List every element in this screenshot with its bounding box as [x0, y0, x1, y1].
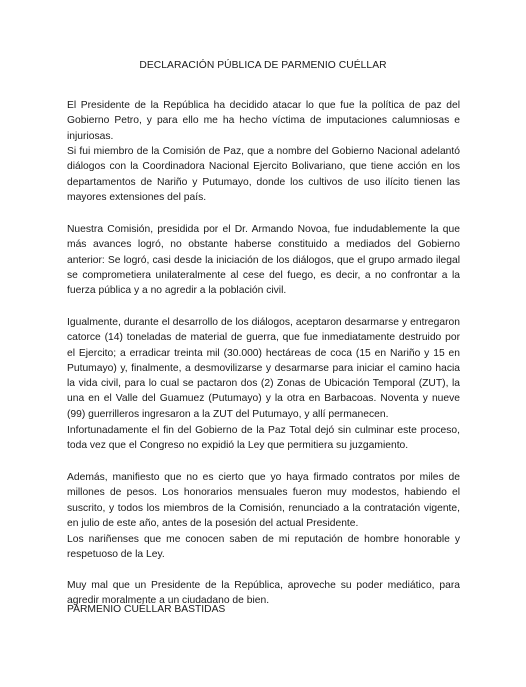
paragraph-text: Además, manifiesto que no es cierto que yo haya firmado contratos por miles de millones de pesos. Los honorarios mensuales fueron muy modestos, habiendo el suscrito, y todos los miembros de la Comisión, renunciado a la contratación vigente, en julio de este año, antes de la posesión del actual Presidente. — [67, 472, 460, 529]
signature: PARMENIO CUÉLLAR BASTIDAS — [67, 604, 226, 615]
paragraph-text: Nuestra Comisión, presidida por el Dr. Armando Novoa, fue indudablemente la que más avances logró, no obstante haberse constituido a mediados del Gobierno anterior: Se logró, casi desde la iniciación de los diálogos, que el grupo armado ilegal se comprometiera unilateralmente al cese del fuego, es decir, a no confrontar a la fuerza pública y a no agredir a la población civil. — [67, 224, 460, 297]
paragraph-text: Si fui miembro de la Comisión de Paz, que a nombre del Gobierno Nacional adelantó diálogos con la Coordinadora Nacional Ejercito Bolivariano, que tiene acción en los departamentos de Nariño y Putumayo, donde los cultivos de uso ilícito tienen las mayores extensiones del país. — [67, 146, 460, 203]
paragraph-text: Muy mal que un Presidente de la República, aproveche su poder mediático, para agredir moralmente a un ciudadano de bien. — [67, 580, 460, 607]
paragraph-text: Igualmente, durante el desarrollo de los diálogos, aceptaron desarmarse y entregaron catorce (14) toneladas de material de guerra, que fue inmediatamente destruido por el Ejercito; a erradicar treinta mil (30.000) hectáreas de coca (15 en Nariño y 15 en Putumayo) y, finalmente, a desmovilizarse y desarmarse para iniciar el camino hacia la vida civil, para lo cual se pactaron dos (2) Zonas de Ubicación Temporal (ZUT), la una en el Valle del Guamuez (Putumayo) y la otra en Barbacoas. Noventa y nueve (99) guerrilleros ingresaron a la ZUT del Putumayo, y allí permanecen. — [67, 317, 460, 420]
paragraph-5 — [67, 423, 460, 454]
document-title: DECLARACIÓN PÚBLICA DE PARMENIO CUÉLLAR — [139, 60, 387, 71]
paragraph-4 — [67, 315, 460, 422]
paragraph-1 — [67, 98, 460, 144]
paragraph-text: El Presidente de la República ha decidido atacar lo que fue la política de paz del Gobierno Petro, y para ello me ha hecho víctima de imputaciones calumniosas e injuriosas. — [67, 100, 460, 142]
paragraph-6 — [67, 470, 460, 531]
paragraph-text: Infortunadamente el fin del Gobierno de la Paz Total dejó sin culminar este proceso, toda vez que el Congreso no expidió la Ley que permitiera su juzgamiento. — [67, 425, 460, 452]
paragraph-3 — [67, 222, 460, 298]
paragraph-7 — [67, 532, 460, 563]
paragraph-text: Los nariñenses que me conocen saben de mi reputación de hombre honorable y respetuoso de la Ley. — [67, 534, 460, 561]
paragraph-2 — [67, 144, 460, 205]
